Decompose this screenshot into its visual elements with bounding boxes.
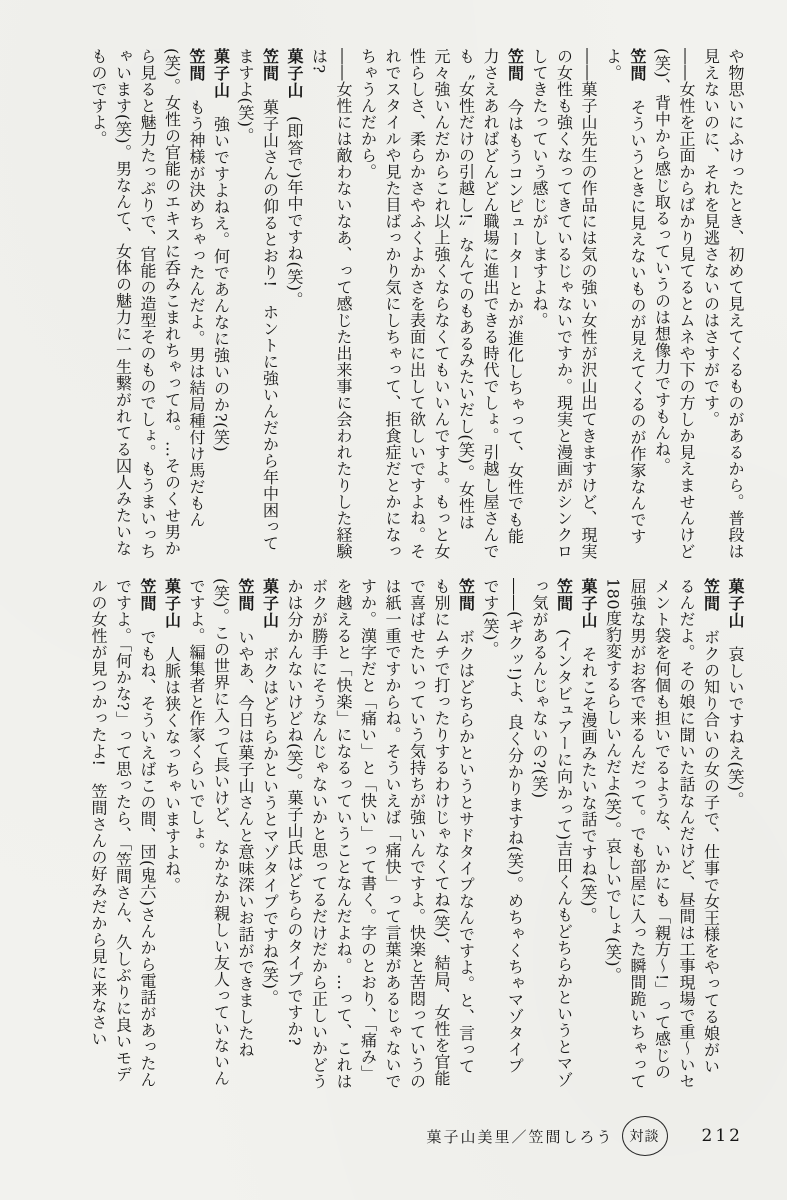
- interview-text-bottom: [54, 578, 747, 1090]
- dialogue-text: ボクはどちらかというとマゾタイプですね(笑)。: [260, 646, 280, 1006]
- dialogue-text: や物思いにふけったとき、初めて見えてくるものがあるから。普段は見えないのに、それを見逃さないのはさすがです。: [701, 48, 745, 560]
- dialogue-text: もう神様が決めちゃったんだよ。男は結局種付け馬だもん(笑)。女性の官能のエキスに呑みこまれちゃってね。…そのくせ男から見ると魅力たっぷりで、官能の造型そのものでしょ。もうまいっちゃいます(笑)。男なんて、女体の魅力に一生繋がれてる囚人みたいなものですよ。: [89, 48, 206, 560]
- dialogue-paragraph: [257, 578, 282, 1090]
- dialogue-text: ――菓子山先生の作品には気の強い女性が沢山出てきますけど、現実の女性も強くなってきているじゃないですか。現実と漫画がシンクロしてきたっていう感じがしますよね。: [530, 48, 598, 560]
- dialogue-paragraph: [282, 578, 478, 1090]
- dialogue-paragraph: [600, 48, 649, 560]
- dialogue-text: 強いですよねえ。何であんなに強いのか?(笑): [211, 116, 231, 453]
- dialogue-badge: 対談: [622, 1116, 668, 1156]
- footer-title-group: [427, 1116, 668, 1156]
- dialogue-text: 菓子山さんの仰るとおり! ホントに強いんだから年中困ってますよ(笑)。: [236, 48, 280, 552]
- dialogue-paragraph: [478, 578, 527, 1090]
- dialogue-text: ボクの知り合いの女の子で、仕事で女王様をやってる娘がいるんだよ。その娘に聞いた話なんだけど、昼間は工事現場で重〜いセメント袋を何個も担いでるような、いかにも「親方〜!」って感じの屈強な男がお客で来るんだって。でも部屋に入った瞬間跪いちゃって180度豹変するらしいんだよ(笑)。哀しいでしょ(笑)。: [603, 578, 721, 1090]
- dialogue-text: ――(ギクッ!)よ、良く分かりますね(笑)。めちゃくちゃマゾタイプです(笑)。: [481, 578, 525, 1074]
- speaker-name: 笠間: [187, 48, 206, 82]
- dialogue-paragraph: [527, 578, 576, 1090]
- dialogue-paragraph: [159, 578, 184, 1090]
- speaker-name: 菓子山: [285, 48, 304, 99]
- speaker-name: 笠間: [628, 48, 647, 82]
- dialogue-text: 人脈は狭くなっちゃいますよね。: [162, 646, 182, 894]
- dialogue-text: ボクはどちらかというとサドタイプなんですよ。と、言っても別にムチで打ったりするわけじゃなくてね(笑)、結局、女性を官能で喜ばせたいっていう気持ちが強いんですよ。快楽と苦悶っていうのは紙一重ですからね。そういえば「痛快」って言葉があるじゃないですか。漢字だと「痛い」と「快い」って書く。字のとおり、「痛み」を越えると「快楽」になるっていうことなんだよね。…って、これはボクが勝手にそうなんじゃないかと思ってるだけだから正しいかどうかは分かんないけどね(笑)。菓子山氏はどちらのタイプですか?: [285, 578, 476, 1090]
- dialogue-text: (即答で)年中ですね(笑)。: [285, 116, 304, 308]
- dialogue-paragraph: [355, 48, 527, 560]
- dialogue-text: (インタビュアーに向かって)吉田くんもどちらかというとマゾっ気があるんじゃないの?(笑): [530, 578, 574, 1088]
- dialogue-paragraph: [86, 48, 209, 560]
- dialogue-text: それこそ漫画みたいな話ですね(笑)。: [579, 646, 598, 924]
- dialogue-paragraph: [723, 578, 748, 1090]
- dialogue-text: ――女性には敵わないなあ、って感じた出来事に会われたりした経験は?: [309, 48, 353, 560]
- dialogue-text: でもね、そういえばこの間、団(鬼六)さんから電話があったんですよ。「何かな?」って思ったら、「笠間さん、久しぶりに良いモデルの女性が見つかったよ! 笠間さんの好みだから見に来なさい: [89, 578, 157, 1088]
- dialogue-paragraph: [86, 578, 160, 1090]
- dialogue-text: 今はもうコンピューターとかが進化しちゃって、女性でも能力さえあればどんどん職場に進出できる時代でしょ。引越し屋さんでも〝女性だけの引越し!〟なんてのもあるみたいだし(笑)。女性は元々強いんだからこれ以上強くならなくてもいいんですよ。もっと女性らしさ、柔らかさやふくよかさを表面に出して欲しいですよね。それでスタイルや見た目ばっかり気にしちゃって、拒食症だとかになっちゃうんだから。: [358, 48, 525, 560]
- dialogue-paragraph: [208, 48, 233, 560]
- dialogue-text: いやあ、今日は菓子山さんと意味深いお話ができましたね(笑)。この世界に入って長いけど、なかなか親しい友人っていないんですよ。編集者と作家くらいでしょ。: [187, 578, 255, 1087]
- speaker-name: 笠間: [236, 578, 255, 612]
- dialogue-text: 哀しいですねえ(笑)。: [726, 646, 745, 808]
- dialogue-paragraph: [233, 48, 282, 560]
- dialogue-paragraph: [649, 48, 698, 560]
- speaker-name: 菓子山: [162, 578, 182, 629]
- speaker-name: 笠間: [505, 48, 525, 82]
- footer: [0, 1116, 743, 1156]
- dialogue-paragraph: [527, 48, 601, 560]
- speaker-name: 笠間: [260, 48, 280, 82]
- interview-text-top: [54, 48, 747, 560]
- speaker-name: 笠間: [138, 578, 157, 612]
- dialogue-paragraph: [698, 48, 747, 560]
- dialogue-paragraph: [576, 578, 601, 1090]
- dialogue-paragraph: [282, 48, 307, 560]
- dialogue-paragraph: [184, 578, 258, 1090]
- speaker-name: 菓子山: [579, 578, 598, 629]
- footer-title: 菓子山美里／笠間しろう: [426, 1127, 614, 1146]
- speaker-name: 菓子山: [726, 578, 745, 629]
- speaker-name: 笠間: [456, 578, 476, 612]
- dialogue-text: そういうときに見えないものが見えてくるのが作家なんですよ。: [603, 48, 647, 545]
- speaker-name: 菓子山: [260, 578, 280, 629]
- dialogue-text: ――女性を正面からばかり見てるとムネや下の方しか見えませんけど(笑)、背中から感じ取るっていうのは想像力ですもんね。: [652, 48, 696, 560]
- speaker-name: 笠間: [554, 578, 574, 612]
- speaker-name: 菓子山: [211, 48, 231, 99]
- page-number: 212: [701, 1126, 743, 1146]
- dialogue-paragraph: [306, 48, 355, 560]
- dialogue-paragraph: [600, 578, 723, 1090]
- speaker-name: 笠間: [701, 578, 721, 612]
